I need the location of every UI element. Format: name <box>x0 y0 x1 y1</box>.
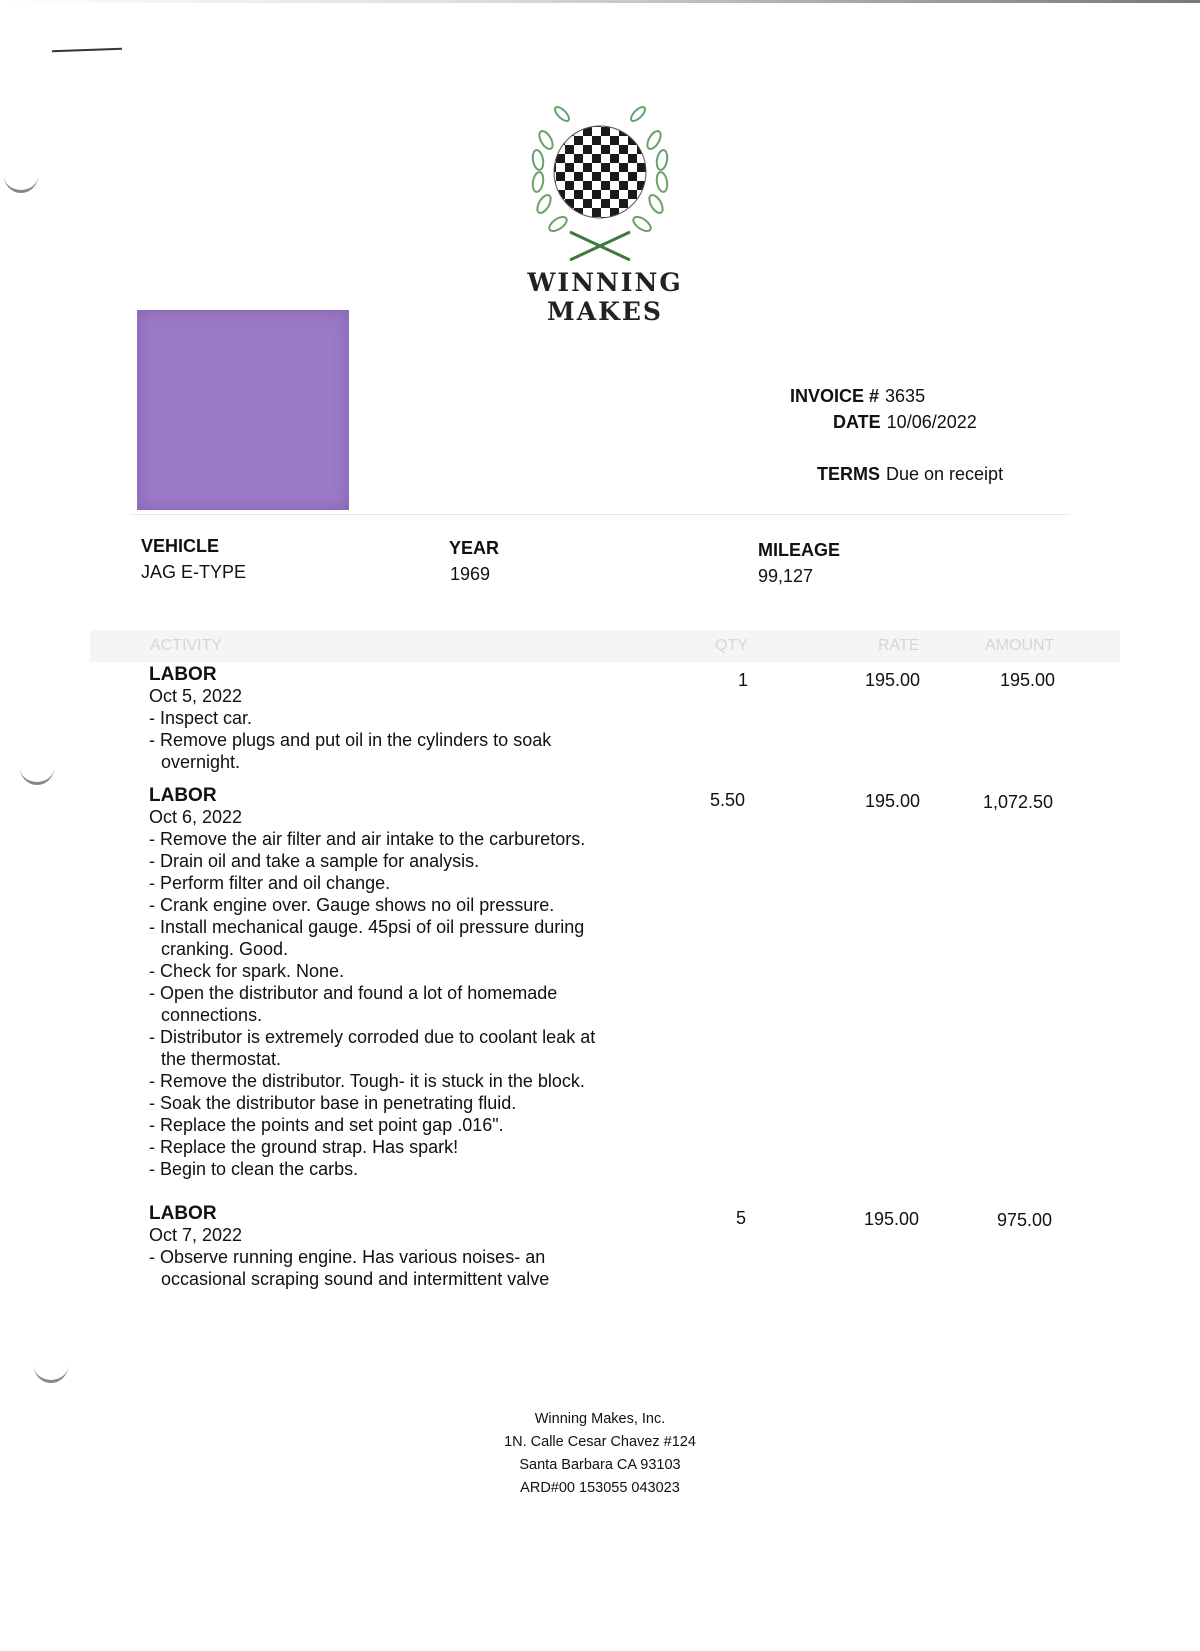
line-item-activity <box>149 785 619 1180</box>
table-header-band <box>90 630 1120 662</box>
line-item-rate: 195.00 <box>864 1209 920 1229</box>
line-item-type: LABOR <box>149 664 217 685</box>
line-item-date: Oct 7, 2022 <box>149 1225 243 1245</box>
line-item-description <box>149 1246 609 1290</box>
col-rate-header: RATE <box>878 637 920 654</box>
line-item-qty: 5.50 <box>710 790 746 810</box>
description-line: - Open the distributor and found a lot of homemade connections. <box>149 983 558 1025</box>
col-activity-header: ACTIVITY <box>150 637 223 654</box>
vehicle-label: VEHICLE <box>141 536 220 556</box>
line-item-activity <box>149 664 609 773</box>
description-line: - Remove the distributor. Tough- it is stuck in the block. <box>149 1071 585 1091</box>
footer-street: 1N. Calle Cesar Chavez #124 <box>504 1434 696 1450</box>
description-line: - Check for spark. None. <box>149 961 345 981</box>
punch-hole <box>4 168 38 193</box>
description-line: - Perform filter and oil change. <box>149 873 391 893</box>
invoice-date-value: 10/06/2022 <box>886 412 977 432</box>
invoice-number-label: INVOICE # <box>790 386 880 406</box>
mileage-label: MILEAGE <box>758 540 841 560</box>
line-item-qty: 1 <box>738 670 749 690</box>
mileage-value: 99,127 <box>758 566 814 586</box>
invoice-terms-label: TERMS <box>817 464 880 484</box>
description-line: - Soak the distributor base in penetrating fluid. <box>149 1093 517 1113</box>
footer-company-name: Winning Makes, Inc. <box>534 1411 666 1427</box>
company-footer <box>470 1408 730 1500</box>
description-line: - Distributor is extremely corroded due to coolant leak at the thermostat. <box>149 1027 596 1069</box>
line-item-rate: 195.00 <box>865 791 921 811</box>
scan-edge <box>0 0 1200 3</box>
description-line: - Inspect car. <box>149 708 253 728</box>
line-item-description <box>149 707 609 773</box>
redacted-address-block <box>137 310 349 510</box>
col-qty-header: QTY <box>715 637 748 654</box>
company-logo <box>520 100 680 270</box>
vehicle-value: JAG E-TYPE <box>141 562 247 582</box>
description-line: - Remove plugs and put oil in the cylinders to soak overnight. <box>149 730 552 772</box>
description-line: - Install mechanical gauge. 45psi of oil pressure during cranking. Good. <box>149 917 585 959</box>
description-line: - Observe running engine. Has various noises- an occasional scraping sound and intermittent valve <box>149 1247 550 1289</box>
footer-ard-number: ARD#00 153055 043023 <box>520 1480 680 1496</box>
description-line: - Crank engine over. Gauge shows no oil pressure. <box>149 895 555 915</box>
checkered-globe-wreath-icon <box>520 100 680 270</box>
description-line: - Replace the points and set point gap .016". <box>149 1115 504 1135</box>
invoice-terms-value: Due on receipt <box>886 464 1004 484</box>
footer-city: Santa Barbara CA 93103 <box>519 1457 681 1473</box>
year-label: YEAR <box>449 538 500 558</box>
line-item-rate: 195.00 <box>865 670 921 690</box>
punch-hole <box>34 1358 68 1383</box>
line-item-activity <box>149 1203 609 1290</box>
description-line: - Begin to clean the carbs. <box>149 1159 359 1179</box>
line-item-type: LABOR <box>149 1203 217 1224</box>
line-item-type: LABOR <box>149 785 217 806</box>
punch-hole <box>20 760 54 785</box>
line-item-date: Oct 5, 2022 <box>149 686 243 706</box>
col-amount-header: AMOUNT <box>985 637 1055 654</box>
pen-mark <box>52 48 122 52</box>
description-line: - Remove the air filter and air intake to the carburetors. <box>149 829 586 849</box>
invoice-terms-row <box>817 464 1003 485</box>
divider <box>130 514 1070 515</box>
line-item-date: Oct 6, 2022 <box>149 807 243 827</box>
line-item-amount: 975.00 <box>997 1210 1053 1230</box>
invoice-number-value: 3635 <box>885 386 926 406</box>
invoice-date-row <box>833 412 977 433</box>
invoice-date-label: DATE <box>833 412 881 432</box>
description-line: - Replace the ground strap. Has spark! <box>149 1137 459 1157</box>
company-wordmark: WINNING MAKES <box>527 268 683 326</box>
line-item-amount: 1,072.50 <box>983 792 1054 812</box>
invoice-number-row <box>790 386 925 407</box>
line-item-description <box>149 828 619 1180</box>
year-value: 1969 <box>450 564 491 584</box>
description-line: - Drain oil and take a sample for analysis. <box>149 851 480 871</box>
line-item-qty: 5 <box>736 1208 747 1228</box>
line-item-amount: 195.00 <box>1000 670 1056 690</box>
